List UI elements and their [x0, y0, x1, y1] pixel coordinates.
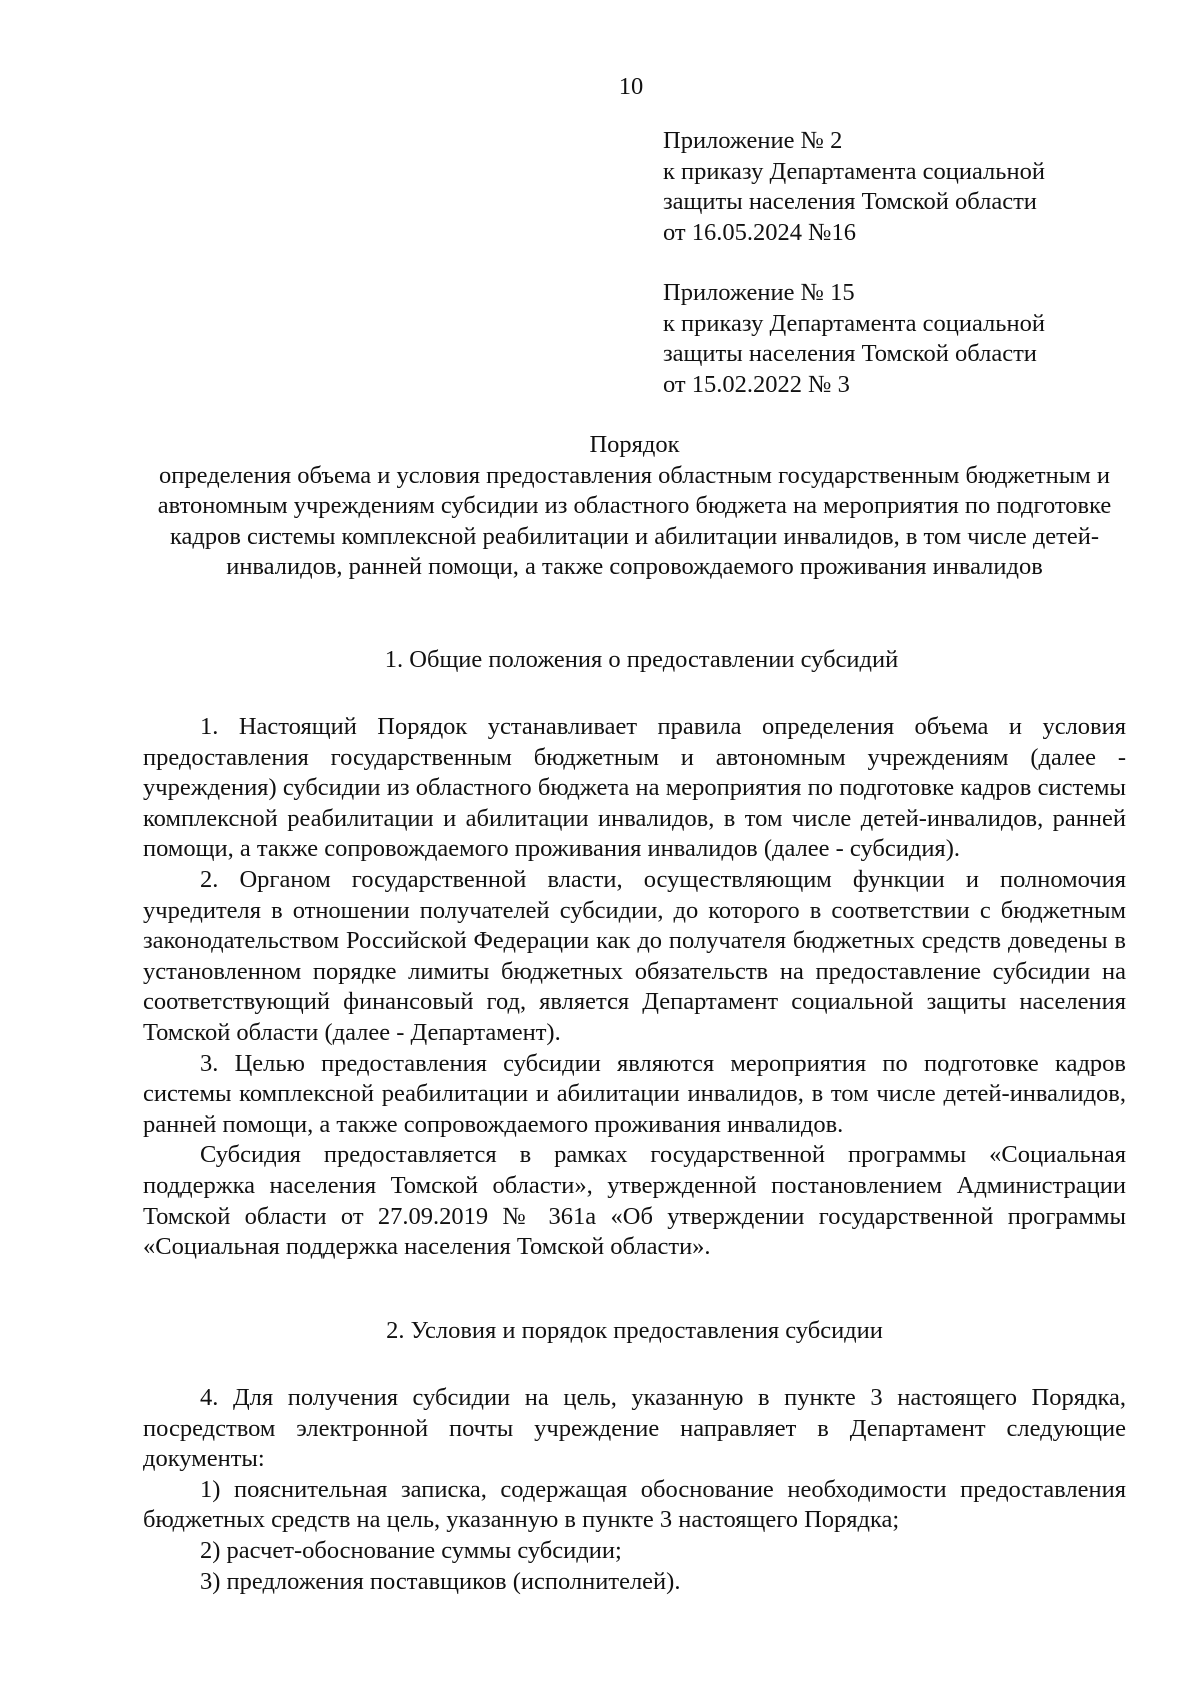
section-1-heading: 1. Общие положения о предоставлении субсидий — [384, 646, 899, 673]
paragraph-3: 3. Целью предоставления субсидии являются мероприятия по подготовке кадров системы комплексной реабилитации и абилитации инвалидов, в том числе детей-инвалидов, ранней помощи, а также сопровождаемого проживания инвалидов. — [143, 1049, 1126, 1138]
appendix-15-header — [663, 278, 1045, 400]
appendix-15-line-2: к приказу Департамента социальной — [663, 309, 1045, 337]
document-title — [143, 430, 1126, 583]
paragraph-1: 1. Настоящий Порядок устанавливает правила определения объема и условия предоставления государственным бюджетным и автономным учреждениям (далее - учреждения) субсидии из областного бюджета на мероприятия по подготовке кадров системы комплексной реабилитации и абилитации инвалидов, в том числе детей-инвалидов, ранней помощи, а также сопровождаемого проживания инвалидов (далее - субсидия). — [143, 713, 1126, 863]
list-item-1: 1) пояснительная записка, содержащая обоснование необходимости предоставления бюджетных средств на цель, указанную в пункте 3 настоящего Порядка; — [143, 1475, 1126, 1534]
appendix-2-line-1: Приложение № 2 — [663, 127, 843, 154]
section-2-heading: 2. Условия и порядок предоставления субсидии — [386, 1317, 883, 1344]
section-1-body — [143, 712, 1126, 1263]
list-item-3: 3) предложения поставщиков (исполнителей). — [200, 1567, 681, 1595]
section-2-body — [143, 1383, 1126, 1597]
appendix-15-line-3: защиты населения Томской области — [663, 340, 1037, 368]
appendix-2-line-3: защиты населения Томской области — [663, 188, 1037, 216]
page-number: 10 — [618, 73, 644, 100]
paragraph-2: 2. Органом государственной власти, осуществляющим функции и полномочия учредителя в отношении получателей субсидии, до которого в соответствии с бюджетным законодательством Российской Федерации как до получателя бюджетных средств доведены в установленном порядке лимиты бюджетных обязательств на предоставление субсидии на соответствующий финансовый год, является Департамент социальной защиты населения Томской области (далее - Департамент). — [143, 865, 1126, 1046]
list-item-2: 2) расчет-обоснование суммы субсидии; — [200, 1536, 622, 1564]
title-heading: Порядок — [589, 431, 680, 458]
appendix-2-line-2: к приказу Департамента социальной — [663, 157, 1045, 185]
appendix-2-line-4: от 16.05.2024 №16 — [663, 218, 857, 246]
appendix-2-header — [663, 126, 1045, 248]
paragraph-subsidy-program: Субсидия предоставляется в рамках государственной программы «Социальная поддержка населения Томской области», утвержденной постановлением Администрации Томской области от 27.09.2019 № 361а «Об утверждении государственной программы «Социальная поддержка населения Томской области». — [143, 1141, 1126, 1261]
title-subtitle: определения объема и условия предоставления областным государственным бюджетным и автономным учреждениям субсидии из областного бюджета на мероприятия по подготовке кадров системы комплексной реабилитации и абилитации инвалидов, в том числе детей-инвалидов, ранней помощи, а также сопровождаемого проживания инвалидов — [157, 461, 1112, 581]
appendix-15-line-4: от 15.02.2022 № 3 — [663, 370, 850, 398]
paragraph-4: 4. Для получения субсидии на цель, указанную в пункте 3 настоящего Порядка, посредством электронной почты учреждение направляет в Департамент следующие документы: — [143, 1384, 1126, 1473]
appendix-15-line-1: Приложение № 15 — [663, 279, 855, 306]
